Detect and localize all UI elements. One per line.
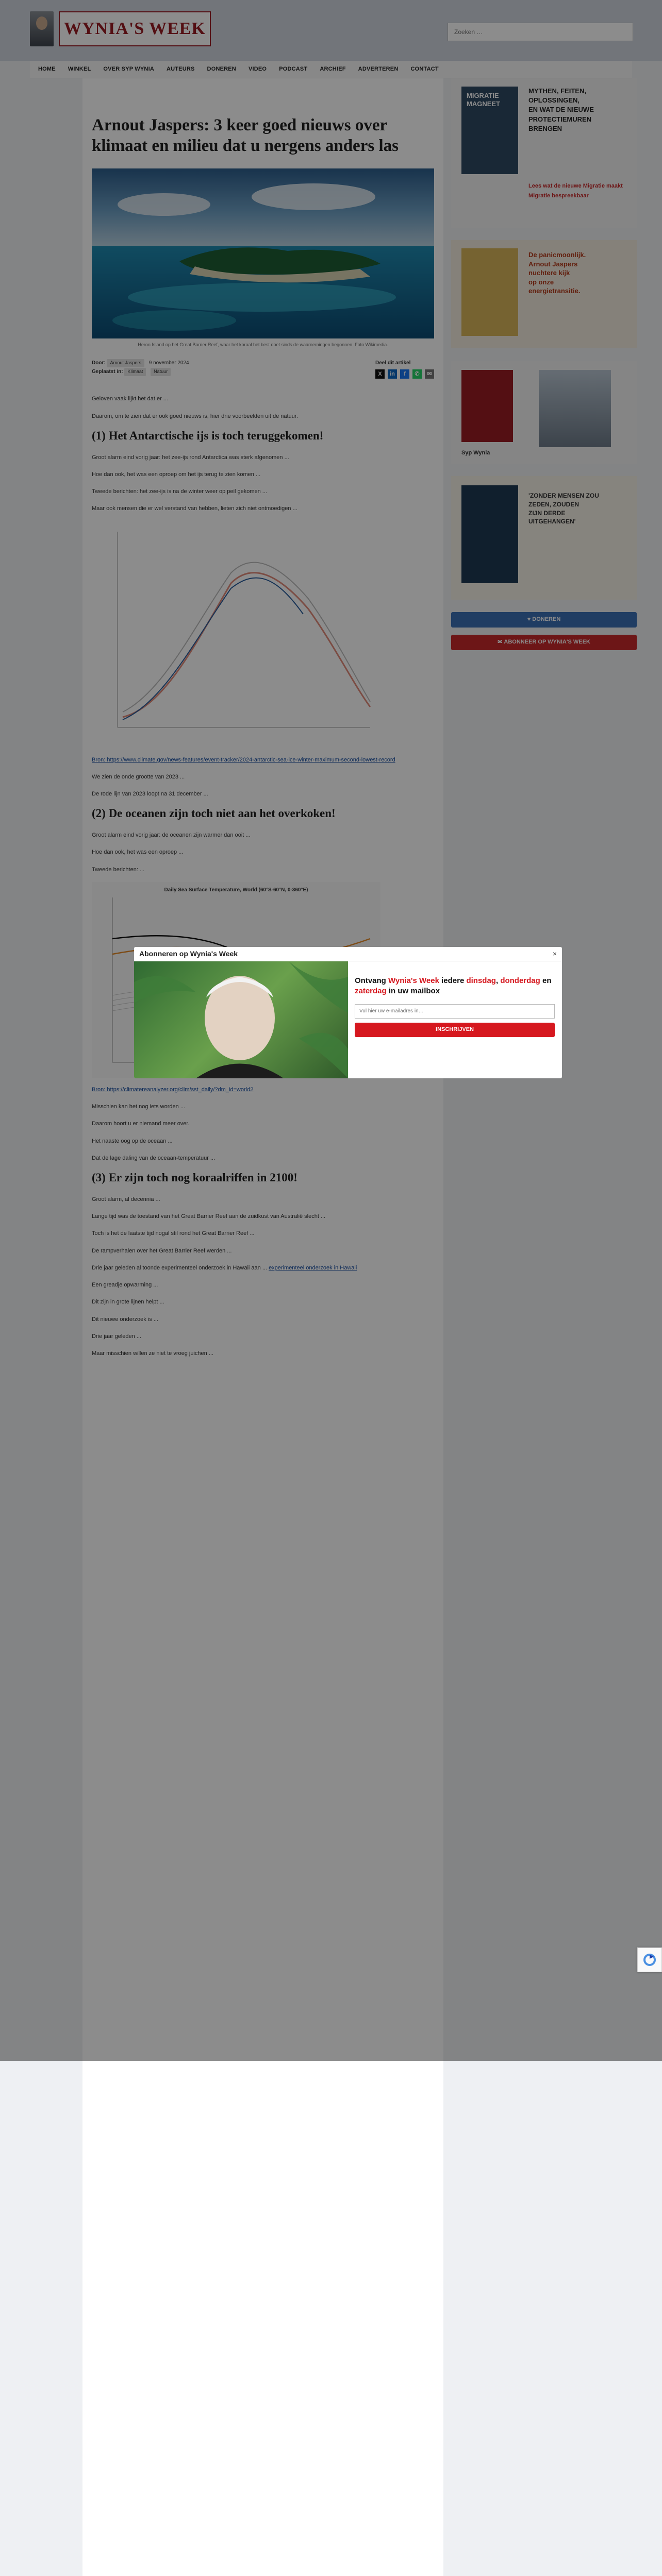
donate-label: DONEREN xyxy=(532,616,561,623)
ad3-name: Syp Wynia xyxy=(461,450,490,456)
nav-archief[interactable]: ARCHIEF xyxy=(320,65,346,72)
ad1-line: MYTHEN, FEITEN, xyxy=(528,87,586,95)
nav-video[interactable]: VIDEO xyxy=(248,65,267,72)
body-paragraph: Een greadje opwarming ... xyxy=(92,1282,158,1289)
body-paragraph: Lange tijd was de toestand van het Great Barrier Reef aan de zuidkust van Australië slecht ... xyxy=(92,1213,326,1220)
ad2-line: De panicmoonlijk. xyxy=(528,251,586,259)
ad4-line: 'ZONDER MENSEN ZOU xyxy=(528,492,599,499)
linkedin-share-icon[interactable]: in xyxy=(388,369,397,379)
nav-auteurs[interactable]: AUTEURS xyxy=(166,65,195,72)
body-paragraph: Groot alarm eind vorig jaar: de oceanen zijn warmer dan ooit ... xyxy=(92,832,251,839)
hawaii-study-link[interactable]: experimenteel onderzoek in Hawaii xyxy=(269,1264,357,1271)
share-label: Deel dit artikel xyxy=(375,360,411,366)
body-paragraph: Hoe dan ook, het was een oproep ... xyxy=(92,849,184,856)
modal-portrait xyxy=(134,961,348,1078)
email-field[interactable] xyxy=(355,1004,555,1019)
p3-text: Drie jaar geleden al toonde experimenteel onderzoek in Hawaii aan ... xyxy=(92,1264,267,1271)
ad1-book-cover: MIGRATIE MAGNEET xyxy=(461,87,518,174)
ad1-line: PROTECTIEMUREN xyxy=(528,115,592,123)
body-paragraph: Het naaste oog op de oceaan ... xyxy=(92,1138,173,1144)
inschrijven-button[interactable]: INSCHRIJVEN xyxy=(355,1023,555,1037)
body-paragraph: Tweede berichten: ... xyxy=(92,866,145,873)
publish-date: 9 november 2024 xyxy=(148,360,189,366)
ad1-tagline: Lees wat de nieuwe Migratie maakt Migratie bespreekbaar xyxy=(528,183,623,199)
nav-adverteren[interactable]: ADVERTEREN xyxy=(358,65,399,72)
modal-headline-part: Ontvang xyxy=(355,976,389,985)
ad2-line: Arnout Jaspers xyxy=(528,260,578,268)
category-tag[interactable]: Klimaat xyxy=(124,368,146,376)
modal-headline-part: in uw mailbox xyxy=(386,987,440,996)
modal-header xyxy=(134,947,562,961)
body-paragraph: Daarom hoort u er niemand meer over. xyxy=(92,1121,190,1127)
chart2-source-link[interactable]: Bron: https://climatereanalyzer.org/clim/sst_daily/?dm_id=world2 xyxy=(92,1086,254,1093)
sst-chart-title: Daily Sea Surface Temperature, World (60°S-60°N, 0-360°E) xyxy=(164,887,308,893)
modal-headline-brand: Wynia's Week xyxy=(388,976,439,985)
body-paragraph: Drie jaar geleden ... xyxy=(92,1333,141,1340)
chart1-source-link[interactable]: Bron: https://www.climate.gov/news-features/event-tracker/2024-antarctic-sea-ice-winter-maximum-second-lowest-record xyxy=(92,756,395,763)
facebook-share-icon[interactable]: f xyxy=(400,369,409,379)
modal-headline-day: donderdag xyxy=(500,976,540,985)
body-paragraph: Hoe dan ook, het was een oproep om het ijs terug te zien komen ... xyxy=(92,471,261,478)
ad1-line: OPLOSSINGEN, xyxy=(528,96,580,105)
intro-paragraph: Daarom, om te zien dat er ook goed nieuws is, hier drie voorbeelden uit de natuur. xyxy=(92,413,298,419)
ad4-line: UITGEHANGEN' xyxy=(528,518,576,526)
body-paragraph: Tweede berichten: het zee-ijs is na de winter weer op peil gekomen ... xyxy=(92,488,267,495)
subscribe-mail-icon: ✉ xyxy=(498,639,504,646)
ad2-line: op onze xyxy=(528,278,554,286)
close-icon[interactable]: × xyxy=(552,950,557,958)
ad4-line: ZIJN DERDE xyxy=(528,509,566,517)
subscribe-modal xyxy=(134,947,562,1078)
ad2-line: energietransitie. xyxy=(528,287,581,295)
donate-heart-icon: ♥ xyxy=(527,616,533,623)
nav-home[interactable]: HOME xyxy=(38,65,56,72)
modal-form xyxy=(350,976,560,1037)
body-paragraph: We zien de onde grootte van 2023 ... xyxy=(92,773,185,780)
email-share-icon[interactable]: ✉ xyxy=(425,369,434,379)
section-heading-1: (1) Het Antarctische ijs is toch teruggekomen! xyxy=(92,429,324,442)
body-paragraph: Groot alarm, al decennia ... xyxy=(92,1196,160,1202)
body-paragraph: Toch is het de laatste tijd nogal stil rond het Great Barrier Reef ... xyxy=(92,1230,255,1237)
author-link[interactable]: Arnout Jaspers xyxy=(107,359,144,367)
ad2-line: nuchtere kijk xyxy=(528,269,570,277)
nav-podcast[interactable]: PODCAST xyxy=(279,65,308,72)
whatsapp-share-icon[interactable]: ✆ xyxy=(412,369,422,379)
modal-headline xyxy=(355,976,555,997)
nav-contact[interactable]: CONTACT xyxy=(410,65,439,72)
ad4-line: ZEDEN, ZOUDEN xyxy=(528,500,580,508)
section-heading-3: (3) Er zijn toch nog koraalriffen in 2100! xyxy=(92,1171,297,1184)
body-paragraph: Maar ook mensen die er wel verstand van hebben, lieten zich niet ontmoedigen ... xyxy=(92,505,297,512)
body-paragraph: Dit zijn in grote lijnen helpt ... xyxy=(92,1299,164,1306)
body-paragraph: Dat de lage daling van de oceaan-temperatuur ... xyxy=(92,1155,216,1161)
body-paragraph: De rampverhalen over het Great Barrier Reef werden ... xyxy=(92,1247,232,1254)
modal-headline-day: zaterdag xyxy=(355,987,387,996)
modal-headline-part: , xyxy=(495,976,501,985)
intro-paragraph: Geloven vaak lijkt het dat er ... xyxy=(92,396,168,402)
hero-caption: Heron Island op het Great Barrier Reef, waar het koraal het best doet sinds de waarnemingen begonnen. Foto Wikimedia. xyxy=(138,342,388,348)
recaptcha-icon xyxy=(642,1953,657,1967)
nav-winkel[interactable]: WINKEL xyxy=(68,65,91,72)
recaptcha-badge[interactable] xyxy=(637,1947,662,1972)
nav-over[interactable]: OVER SYP WYNIA xyxy=(103,65,154,72)
logo-text: WYNIA'S WEEK xyxy=(59,11,211,46)
article-title: Arnout Jaspers: 3 keer goed nieuws over klimaat en milieu dat u nergens anders las xyxy=(92,116,399,155)
body-paragraph: De rode lijn van 2023 loopt na 31 december ... xyxy=(92,791,208,798)
body-paragraph: Dit nieuwe onderzoek is ... xyxy=(92,1316,159,1323)
nav-doneren[interactable]: DONEREN xyxy=(207,65,236,72)
subscribe-label: ABONNEER OP WYNIA'S WEEK xyxy=(504,639,590,646)
modal-headline-day: dinsdag xyxy=(466,976,496,985)
door-label: Door: xyxy=(92,360,106,366)
category-tag[interactable]: Natuur xyxy=(151,368,171,376)
geplaatst-label: Geplaatst in: xyxy=(92,369,123,375)
ad1-line: BRENGEN xyxy=(528,124,562,132)
modal-headline-part: iedere xyxy=(439,976,467,985)
body-paragraph: Maar misschien willen ze niet te vroeg juichen ... xyxy=(92,1350,213,1357)
body-paragraph: Groot alarm eind vorig jaar: het zee-ijs rond Antarctica was sterk afgenomen ... xyxy=(92,454,289,461)
modal-headline-part: en xyxy=(540,976,552,985)
modal-title: Abonneren op Wynia's Week xyxy=(139,950,238,958)
body-paragraph: Misschien kan het nog iets worden ... xyxy=(92,1104,185,1110)
ad1-line: EN WAT DE NIEUWE xyxy=(528,106,594,114)
section-heading-2: (2) De oceanen zijn toch niet aan het overkoken! xyxy=(92,807,336,820)
x-share-icon[interactable]: X xyxy=(375,369,385,379)
